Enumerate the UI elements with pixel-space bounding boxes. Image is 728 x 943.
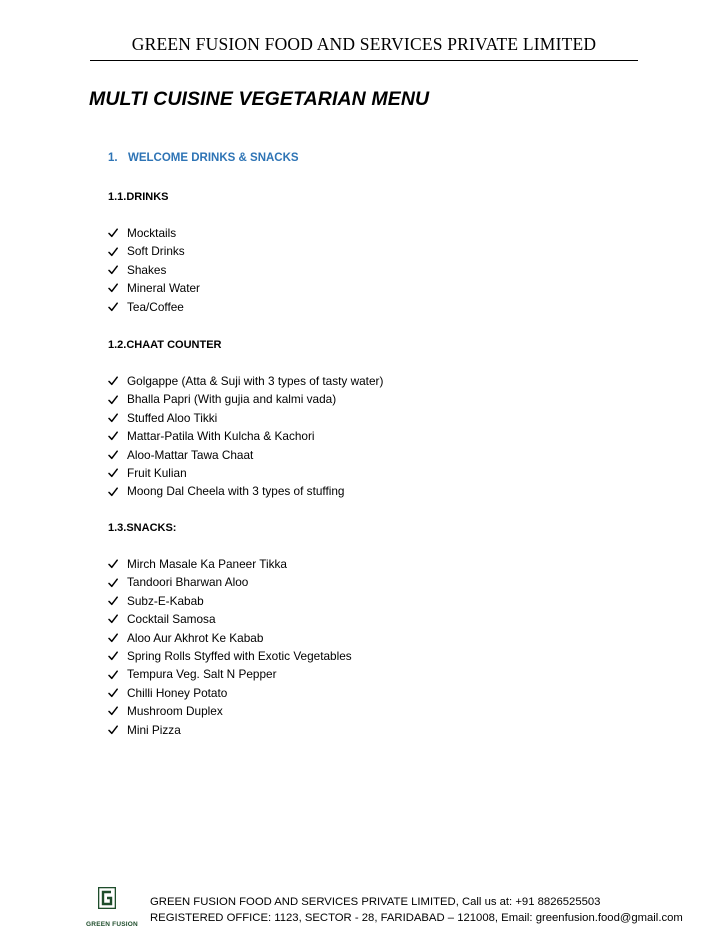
menu-item-text: Spring Rolls Styffed with Exotic Vegetables [127, 648, 352, 663]
check-icon [108, 725, 127, 735]
menu-list-item [108, 610, 352, 628]
menu-item-text: Tempura Veg. Salt N Pepper [127, 667, 277, 682]
menu-item-text: Subz-E-Kabab [127, 593, 204, 608]
check-icon [108, 450, 127, 460]
menu-list-item [108, 629, 352, 647]
check-icon [108, 283, 127, 293]
menu-list-item [108, 647, 352, 665]
logo-wordmark: GREEN FUSION [86, 921, 138, 928]
check-icon [108, 431, 127, 441]
menu-item-text: Chilli Honey Potato [127, 685, 228, 700]
check-icon [108, 265, 127, 275]
check-icon [108, 228, 127, 238]
check-icon [108, 395, 127, 405]
company-header: GREEN FUSION FOOD AND SERVICES PRIVATE LIMITED [131, 34, 597, 54]
menu-list-item [108, 573, 352, 591]
check-icon [108, 633, 127, 643]
menu-list-item [108, 592, 352, 610]
check-icon [108, 614, 127, 624]
menu-item-text: Mini Pizza [127, 722, 181, 737]
menu-item-text: Cocktail Samosa [127, 612, 216, 627]
footer-line-1: GREEN FUSION FOOD AND SERVICES PRIVATE LIMITED, Call us at: +91 8826525503 [150, 896, 601, 908]
menu-list-item [108, 261, 200, 279]
section-number: 1. [108, 152, 118, 164]
menu-item-text: Mocktails [127, 226, 177, 240]
snacks-list [108, 555, 352, 739]
menu-list-item [108, 446, 383, 464]
green-fusion-logo-icon [98, 887, 116, 909]
menu-item-text: Fruit Kulian [127, 465, 187, 480]
menu-list-item [108, 464, 383, 482]
menu-list-item [108, 702, 352, 720]
check-icon [108, 706, 127, 716]
check-icon [108, 596, 127, 606]
menu-item-text: Soft Drinks [127, 244, 185, 259]
check-icon [108, 487, 127, 497]
footer-line-2: REGISTERED OFFICE: 1123, SECTOR - 28, FARIDABAD – 121008, Email: greenfusion.food@gmail.com [150, 912, 683, 924]
check-icon [108, 670, 127, 680]
menu-list-item [108, 665, 352, 683]
chaat-list [108, 372, 383, 501]
menu-list-item [108, 298, 200, 316]
check-icon [108, 413, 127, 423]
drinks-list [108, 224, 200, 316]
check-icon [108, 559, 127, 569]
menu-title: MULTI CUISINE VEGETARIAN MENU [89, 88, 430, 110]
menu-item-text: Moong Dal Cheela with 3 types of stuffing [127, 484, 345, 499]
menu-item-text: Mineral Water [127, 281, 200, 296]
snacks-heading: 1.3.SNACKS: [108, 522, 177, 534]
menu-item-text: Shakes [127, 262, 167, 277]
menu-item-text: Bhalla Papri (With gujia and kalmi vada) [127, 392, 337, 407]
check-icon [108, 376, 127, 386]
chaat-heading: 1.2.CHAAT COUNTER [108, 339, 222, 351]
section-heading [108, 152, 299, 164]
drinks-heading: 1.1.DRINKS [108, 191, 169, 203]
menu-item-text: Mushroom Duplex [127, 704, 223, 719]
menu-list-item [108, 279, 200, 297]
check-icon [108, 247, 127, 257]
menu-item-text: Stuffed Aloo Tikki [127, 410, 218, 425]
menu-list-item [108, 427, 383, 445]
menu-item-text: Tandoori Bharwan Aloo [127, 575, 249, 590]
check-icon [108, 468, 127, 478]
menu-item-text: Mattar-Patila With Kulcha & Kachori [127, 429, 315, 444]
footer-contact [150, 894, 683, 926]
menu-item-text: Aloo Aur Akhrot Ke Kabab [127, 630, 264, 645]
check-icon [108, 688, 127, 698]
company-logo [86, 887, 138, 931]
menu-item-text: Mirch Masale Ka Paneer Tikka [127, 557, 287, 571]
menu-item-text: Aloo-Mattar Tawa Chaat [127, 447, 254, 462]
menu-list-item [108, 721, 352, 739]
menu-list-item [108, 482, 383, 500]
menu-list-item [108, 390, 383, 408]
check-icon [108, 578, 127, 588]
section-label: WELCOME DRINKS & SNACKS [128, 152, 299, 164]
header-divider [90, 60, 638, 61]
menu-list-item [108, 684, 352, 702]
check-icon [108, 651, 127, 661]
menu-item-text: Tea/Coffee [127, 299, 184, 314]
menu-list-item [108, 224, 200, 242]
check-icon [108, 302, 127, 312]
menu-list-item [108, 242, 200, 260]
menu-list-item [108, 409, 383, 427]
menu-list-item [108, 372, 383, 390]
menu-list-item [108, 555, 352, 573]
menu-item-text: Golgappe (Atta & Suji with 3 types of tasty water) [127, 374, 384, 388]
